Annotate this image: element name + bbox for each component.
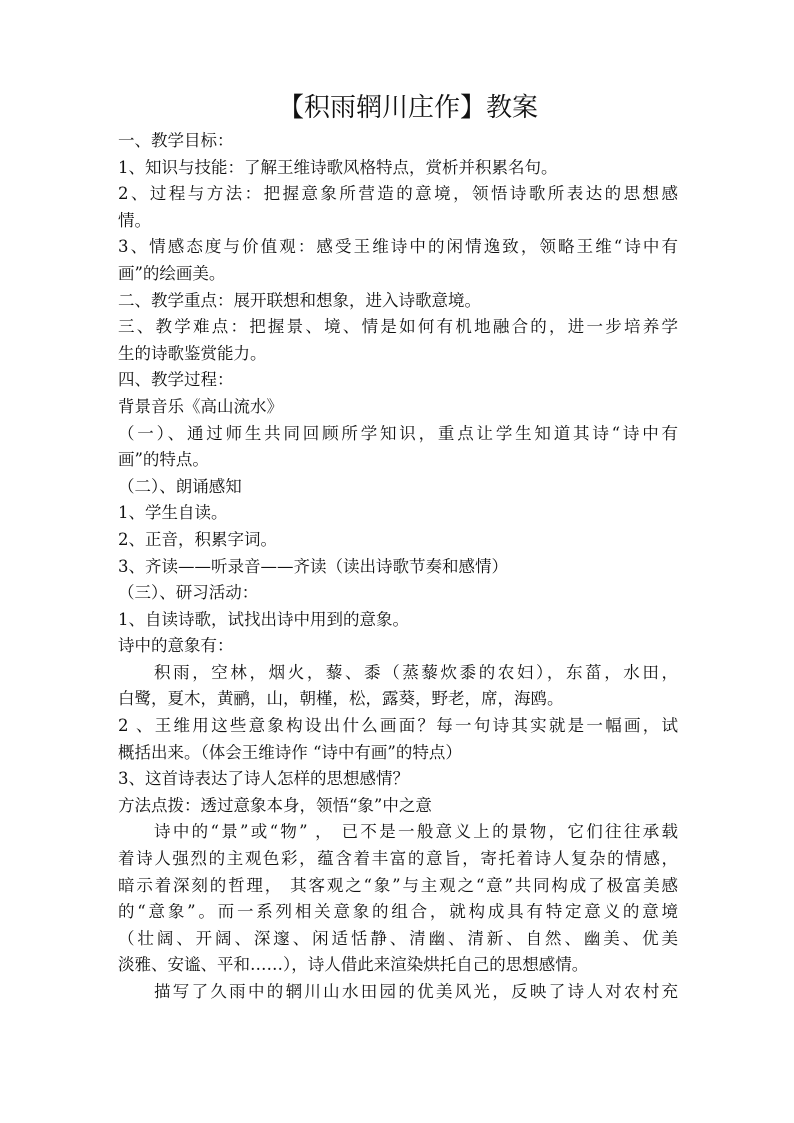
text-line: （二）、朗诵感知 — [118, 476, 242, 496]
text-line: 诗中的“景”或“物” ， 已不是一般意义上的景物，它们往往承载 — [154, 822, 678, 842]
text-line: 白鹭，夏木，黄鹂，山，朝槿，松，露葵，野老，席，海鸥。 — [118, 689, 564, 709]
text-line: 的“意象”。而一系列相关意象的组合，就构成具有特定意义的意境 — [118, 902, 678, 922]
text-line: 二、教学重点：展开联想和想象，进入诗歌意境。 — [118, 290, 481, 310]
text-line: 3、这首诗表达了诗人怎样的思想感情？ — [118, 769, 409, 789]
text-line: 1、学生自读。 — [118, 503, 228, 523]
text-line: 淡雅、安谧、平和……），诗人借此来渲染烘托自己的思想感情。 — [118, 955, 589, 975]
page-title: 【积雨辋川庄作】教案 — [277, 93, 538, 123]
text-line: 2、过程与方法：把握意象所营造的意境，领悟诗歌所表达的思想感 — [118, 184, 678, 204]
text-line: 三、教学难点：把握景、境、情是如何有机地融合的，进一步培养学 — [118, 317, 678, 337]
text-line: 一、教学目标： — [118, 131, 234, 150]
text-line: 方法点拨：透过意象本身，领悟“象”中之意 — [118, 795, 432, 815]
text-line: 暗示着深刻的哲理， 其客观之“象”与主观之“意”共同构成了极富美感 — [118, 875, 678, 895]
text-line: 积雨，空林，烟火，藜、黍（蒸藜炊黍的农妇），东菑，水田， — [154, 662, 678, 682]
text-line: 生的诗歌鉴赏能力。 — [118, 343, 267, 363]
text-line: （一）、通过师生共同回顾所学知识，重点让学生知道其诗“诗中有 — [118, 423, 678, 443]
text-line: 背景音乐《高山流水》 — [118, 396, 283, 416]
text-line: 概括出来。（体会王维诗作 “诗中有画”的特点） — [118, 742, 462, 762]
text-line: 1、知识与技能：了解王维诗歌风格特点，赏析并积累名句。 — [118, 157, 558, 177]
text-line: 着诗人强烈的主观色彩，蕴含着丰富的意旨，寄托着诗人复杂的情感， — [118, 849, 678, 869]
text-line: 1、自读诗歌，试找出诗中用到的意象。 — [118, 609, 409, 629]
text-line: 画”的绘画美。 — [118, 263, 226, 283]
text-line: 3、齐读——听录音——齐读（读出诗歌节奏和感情） — [118, 556, 508, 576]
text-line: 2 、王维用这些意象构设出什么画面？每一句诗其实就是一幅画，试 — [118, 716, 678, 736]
text-line: （三）、研习活动： — [118, 583, 259, 603]
text-line: 四、教学过程： — [118, 370, 234, 390]
text-line: 画”的特点。 — [118, 450, 209, 470]
text-line: 3、情感态度与价值观：感受王维诗中的闲情逸致，领略王维“诗中有 — [118, 237, 678, 257]
text-line: 2、正音，积累字词。 — [118, 529, 277, 549]
document-page — [118, 88, 678, 1006]
text-line: 描写了久雨中的辋川山水田园的优美风光，反映了诗人对农村充 — [154, 982, 678, 1001]
text-line: （壮阔、开阔、深邃、闲适恬静、清幽、清新、自然、幽美、优美 — [118, 928, 678, 948]
document-body — [118, 128, 678, 1006]
text-line: 诗中的意象有： — [118, 636, 234, 656]
text-line: 情。 — [118, 210, 151, 230]
